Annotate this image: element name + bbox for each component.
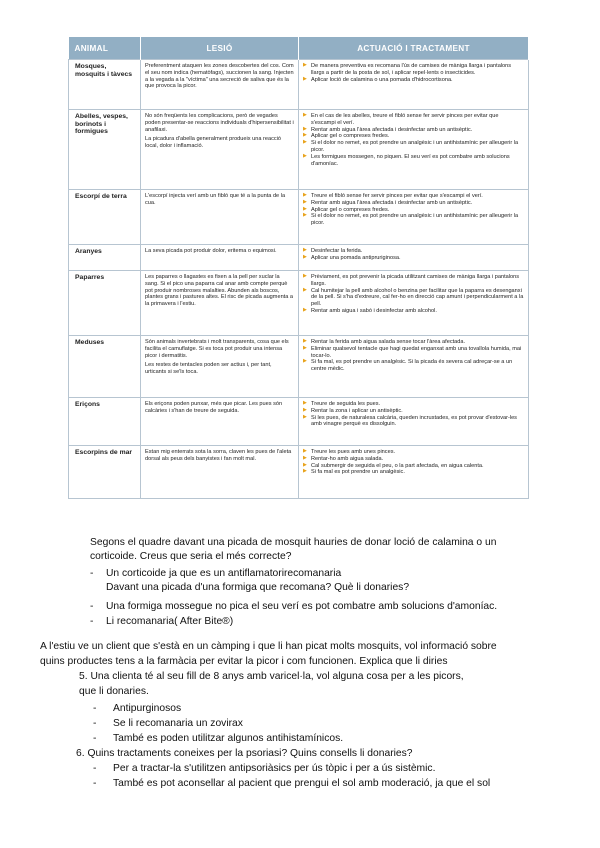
actuacio-item: ▶ Aplicar una pomada antipruriginosa. — [303, 255, 524, 262]
lesio-paragraph: Estan mig enterrats sota la sorra, claven les pues de l'aleta dorsal als peus dels banyistes i fan molt mal. — [145, 449, 292, 462]
lesio-paragraph: Són animals invertebrats i molt transparents, cosa que els facilita el camuflatge. Si es toca pot produir una intensa picor i dermatitis. — [145, 339, 289, 359]
actuacio-item: ▶ Si fa mal es pot prendre un analgèsic. — [303, 469, 524, 476]
answer-5-2: Se li recomanaria un zovirax — [113, 718, 243, 729]
actuacio-cell — [299, 446, 529, 499]
question-3-line2: quins productes tens a la farmàcia per evitar la picor i com funcionen. Explica que li diries — [40, 656, 448, 667]
actuacio-cell — [299, 190, 529, 245]
actuacio-list — [303, 401, 524, 428]
actuacio-item: ▶ Cal humitejar la pell amb alcohol o benzina per facilitar que la paparra es desenganxi de la pell. Si s'ha d'extreure, cal fer-ho en direcció cap amunt i perpendicularment a la pell. — [303, 288, 524, 308]
lesio-paragraph: Preferentment ataquen les zones descobertes del cos. Com el seu nom indica (hematòfags), succionen la sang. Injecten a la vegada a la "víctima" una secreció de saliva que és la que provoca la picor. — [145, 63, 294, 90]
answer-2: Una formiga mossegue no pica el seu verí es pot combatre amb solucions d'amoníac. — [106, 601, 498, 612]
actuacio-item: ▶ Si el dolor no remet, es pot prendre un analgèsic i un antihistamínic per alleugerir la picor. — [303, 140, 524, 154]
bullet-dash: - — [93, 778, 97, 789]
bullet-dash: - — [90, 568, 94, 579]
answer-1: Un corticoide ja que es un antiflamatorirecomanaria — [106, 568, 342, 579]
question-3-line1: A l'estiu ve un client que s'està en un càmping i que li han picat molts mosquits, vol informació sobre — [40, 641, 497, 652]
animal-cell: Abelles, vespes, borinots i formigues — [69, 110, 141, 190]
actuacio-item: ▶ Aplicar gel o compreses fredes. — [303, 133, 524, 140]
header-animal: ANIMAL — [69, 37, 141, 60]
actuacio-cell — [299, 60, 529, 110]
lesio-cell — [141, 336, 299, 398]
actuacio-item: ▶ Aplicar gel o compreses fredes. — [303, 207, 524, 214]
question-5-line2: que li donaries. — [79, 686, 149, 697]
actuacio-item: ▶ Eliminar qualsevol tentacle que hagi quedat enganxat amb una tovallola humida, mai tocar-lo. — [303, 346, 524, 360]
actuacio-item: ▶ De manera preventiva es recomana l'ús de camises de màniga llarga i pantalons llargs a partir de la posta de sol, i aplicar repel·lents o insecticides. — [303, 63, 524, 77]
actuacio-list — [303, 248, 524, 262]
answer-3: Li recomanaria( After Bite®) — [106, 616, 234, 627]
lesio-paragraph: Les restes de tentacles poden ser actius i, per tant, urticants si se'ls toca. — [145, 362, 272, 376]
answer-5-3: També es poden utilitzar algunos antihistamínicos. — [113, 733, 344, 744]
actuacio-list — [303, 113, 524, 167]
lesio-cell — [141, 398, 299, 446]
actuacio-cell — [299, 398, 529, 446]
answer-6-2: També es pot aconsellar al pacient que prengui el sol amb moderació, ja que el sol — [113, 778, 491, 789]
lesio-paragraph: La seva picada pot produir dolor, eritema o equimosi. — [145, 248, 277, 254]
actuacio-item: ▶ Rentar la ferida amb aigua salada sense tocar l'àrea afectada. — [303, 339, 524, 346]
lesio-cell — [141, 446, 299, 499]
header-lesio: LESIÓ — [141, 37, 299, 60]
actuacio-item: ▶ Treure el fibló sense fer servir pinces per evitar que s'escampi el verí. — [303, 193, 524, 200]
lesio-paragraph: La picadura d'abella generalment produeix una reacció local, dolor i inflamació. — [145, 136, 282, 150]
actuacio-item: ▶ Les formigues mossegen, no piquen. El seu verí es pot combatre amb solucions d'amoníac. — [303, 154, 524, 168]
animal-cell: Escorpins de mar — [69, 446, 141, 499]
actuacio-item: ▶ Prèviament, es pot prevenir la picada utilitzant camises de màniga llarga i pantalons llargs. — [303, 274, 524, 288]
animal-cell: Paparres — [69, 271, 141, 336]
actuacio-item: ▶ Treure de seguida les pues. — [303, 401, 524, 408]
answer-6-1: Per a tractar-la s'utilitzen antipsoriàsics per ús tòpic i per a ús sistèmic. — [113, 763, 436, 774]
bullet-dash: - — [93, 718, 97, 729]
actuacio-list — [303, 193, 524, 227]
question-5-line1: 5. Una clienta té al seu fill de 8 anys amb varicel·la, vol alguna cosa per a les picors, — [79, 671, 464, 682]
actuacio-item: ▶ Rentar amb aigua i sabó i desinfectar amb alcohol. — [303, 308, 524, 315]
actuacio-cell — [299, 336, 529, 398]
actuacio-item: ▶ Treure les pues amb unes pinces. — [303, 449, 524, 456]
animal-cell: Aranyes — [69, 245, 141, 271]
table-header-row — [69, 37, 529, 60]
lesio-paragraph: No són freqüents les complicacions, però de vegades poden presentar-se reaccions individuals d'hipersensibilitat i anafilaxi. — [145, 113, 294, 133]
actuacio-item: ▶ Rentar amb aigua l'àrea afectada i desinfectar amb un antisèptic. — [303, 200, 524, 207]
lesio-paragraph: L'escorpí injecta verí amb un fibló que té a la punta de la cua. — [145, 193, 286, 206]
lesio-cell — [141, 271, 299, 336]
table-row — [69, 60, 529, 110]
treatment-table — [68, 37, 529, 499]
actuacio-item: ▶ En el cas de les abelles, treure el fibló sense fer servir pinces per evitar que s'escampi el verí. — [303, 113, 524, 127]
table-row — [69, 245, 529, 271]
header-actuacio: ACTUACIÓ I TRACTAMENT — [299, 37, 529, 60]
bullet-dash: - — [93, 763, 97, 774]
lesio-cell — [141, 60, 299, 110]
actuacio-item: ▶ Rentar amb aigua l'àrea afectada i desinfectar amb un antisèptic. — [303, 127, 524, 134]
table-row — [69, 190, 529, 245]
question-1-line1: Segons el quadre davant una picada de mosquit hauries de donar loció de calamina o un — [90, 537, 497, 548]
lesio-cell — [141, 110, 299, 190]
animal-cell: Escorpí de terra — [69, 190, 141, 245]
actuacio-item: ▶ Si fa mal, es pot prendre un analgèsic. Si la picada és severa cal adreçar-se a un centre mèdic. — [303, 359, 524, 373]
bullet-dash: - — [90, 616, 94, 627]
question-6: 6. Quins tractaments coneixes per la psoriasi? Quins consells li donaries? — [76, 748, 413, 759]
answer-5-1: Antipurginosos — [113, 703, 182, 714]
lesio-cell — [141, 190, 299, 245]
lesio-paragraph: Els eriçons poden punxar, més que picar. Les pues són calcàries i s'han de treure de seguida. — [145, 401, 283, 414]
table-row — [69, 398, 529, 446]
actuacio-item: ▶ Si el dolor no remet, es pot prendre un analgèsic i un antihistamínic per alleugerir la picor. — [303, 213, 524, 227]
actuacio-cell — [299, 110, 529, 190]
table-row — [69, 446, 529, 499]
actuacio-cell — [299, 245, 529, 271]
actuacio-list — [303, 274, 524, 315]
actuacio-item: ▶ Si les pues, de naturalesa calcària, queden incrustades, es pot provar d'estovar-les amb vinagre perquè es dissolguin. — [303, 415, 524, 429]
bullet-dash: - — [93, 733, 97, 744]
actuacio-item: ▶ Aplicar loció de calamina o una pomada d'hidrocortisona. — [303, 77, 524, 84]
lesio-cell — [141, 245, 299, 271]
actuacio-list — [303, 63, 524, 83]
actuacio-item: ▶ Cal submergir de seguida el peu, o la part afectada, en aigua calenta. — [303, 463, 524, 470]
table-row — [69, 110, 529, 190]
lesio-paragraph: Les paparres o llagastes es fixen a la pell per xuclar la sang. Si el pico una paparra cal anar amb compte perquè pot produir nombroses malalties. Abunden als boscos, plantes grans i pastures altes. El risc de picada augmenta a la primavera i l'estiu. — [145, 274, 294, 308]
actuacio-list — [303, 449, 524, 476]
actuacio-item: ▶ Desinfectar la ferida. — [303, 248, 524, 255]
animal-cell: Meduses — [69, 336, 141, 398]
animal-cell: Eriçons — [69, 398, 141, 446]
question-1-line2: corticoide. Creus que seria el més correcte? — [90, 551, 292, 562]
bullet-dash: - — [90, 601, 94, 612]
bullet-dash: - — [93, 703, 97, 714]
actuacio-list — [303, 339, 524, 373]
actuacio-item: ▶ Rentar la zona i aplicar un antisèptic. — [303, 408, 524, 415]
actuacio-cell — [299, 271, 529, 336]
question-2: Davant una picada d'una formiga que recomana? Què li donaries? — [106, 582, 410, 593]
table-row — [69, 271, 529, 336]
table-row — [69, 336, 529, 398]
animal-cell: Mosques, mosquits i tàvecs — [69, 60, 141, 110]
actuacio-item: ▶ Rentar-ho amb aigua salada. — [303, 456, 524, 463]
